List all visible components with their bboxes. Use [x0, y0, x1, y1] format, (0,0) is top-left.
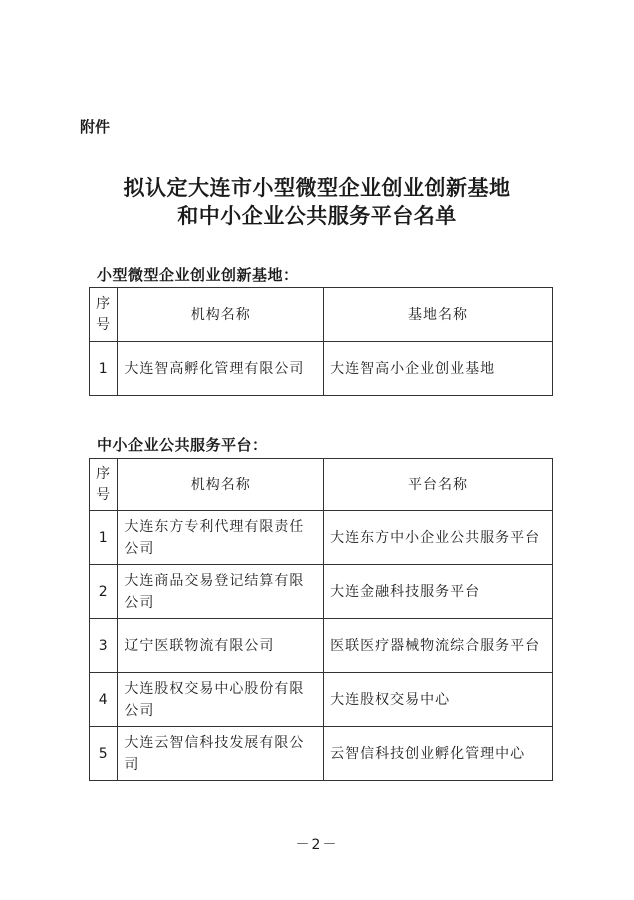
- row-seq: 4: [90, 673, 118, 727]
- row-platform-name: 医联医疗器械物流综合服务平台: [324, 619, 553, 673]
- header-seq: [90, 288, 118, 342]
- table-row: [90, 565, 553, 619]
- row-seq: 5: [90, 727, 118, 781]
- row-base-name: 大连智高小企业创业基地: [324, 342, 553, 396]
- row-org: 辽宁医联物流有限公司: [118, 619, 324, 673]
- table-row: [90, 673, 553, 727]
- header-org: 机构名称: [118, 459, 324, 511]
- row-seq: 1: [90, 342, 118, 396]
- row-org: 大连商品交易登记结算有限公司: [118, 565, 324, 619]
- header-seq-line-1: 序: [96, 295, 112, 312]
- page-number: －2－: [295, 837, 339, 853]
- row-seq: 2: [90, 565, 118, 619]
- table-row: [90, 727, 553, 781]
- row-org: 大连云智信科技发展有限公司: [118, 727, 324, 781]
- row-seq: 1: [90, 511, 118, 565]
- row-platform-name: 云智信科技创业孵化管理中心: [324, 727, 553, 781]
- attachment-label: 附件: [80, 118, 111, 136]
- table-header-row: [90, 288, 553, 342]
- table-row: [90, 511, 553, 565]
- platforms-table: [89, 458, 553, 781]
- row-platform-name: 大连东方中小企业公共服务平台: [324, 511, 553, 565]
- table-row: [90, 342, 553, 396]
- header-base-name: 基地名称: [324, 288, 553, 342]
- row-org: 大连东方专利代理有限责任公司: [118, 511, 324, 565]
- row-org: 大连股权交易中心股份有限公司: [118, 673, 324, 727]
- header-platform-name: 平台名称: [324, 459, 553, 511]
- document-title-line-1: 拟认定大连市小型微型企业创业创新基地: [123, 175, 511, 200]
- header-seq-line-1: 序: [96, 465, 112, 482]
- header-seq-line-2: 号: [96, 316, 112, 333]
- bases-table: [89, 287, 553, 396]
- table-row: [90, 619, 553, 673]
- section-heading-platforms: 中小企业公共服务平台：: [97, 436, 268, 454]
- header-seq-line-2: 号: [96, 486, 112, 503]
- table-header-row: [90, 459, 553, 511]
- header-org: 机构名称: [118, 288, 324, 342]
- row-org: 大连智高孵化管理有限公司: [118, 342, 324, 396]
- row-seq: 3: [90, 619, 118, 673]
- document-title-line-2: 和中小企业公共服务平台名单: [177, 203, 457, 228]
- row-platform-name: 大连金融科技服务平台: [324, 565, 553, 619]
- section-heading-bases: 小型微型企业创业创新基地：: [97, 266, 299, 284]
- row-platform-name: 大连股权交易中心: [324, 673, 553, 727]
- header-seq: [90, 459, 118, 511]
